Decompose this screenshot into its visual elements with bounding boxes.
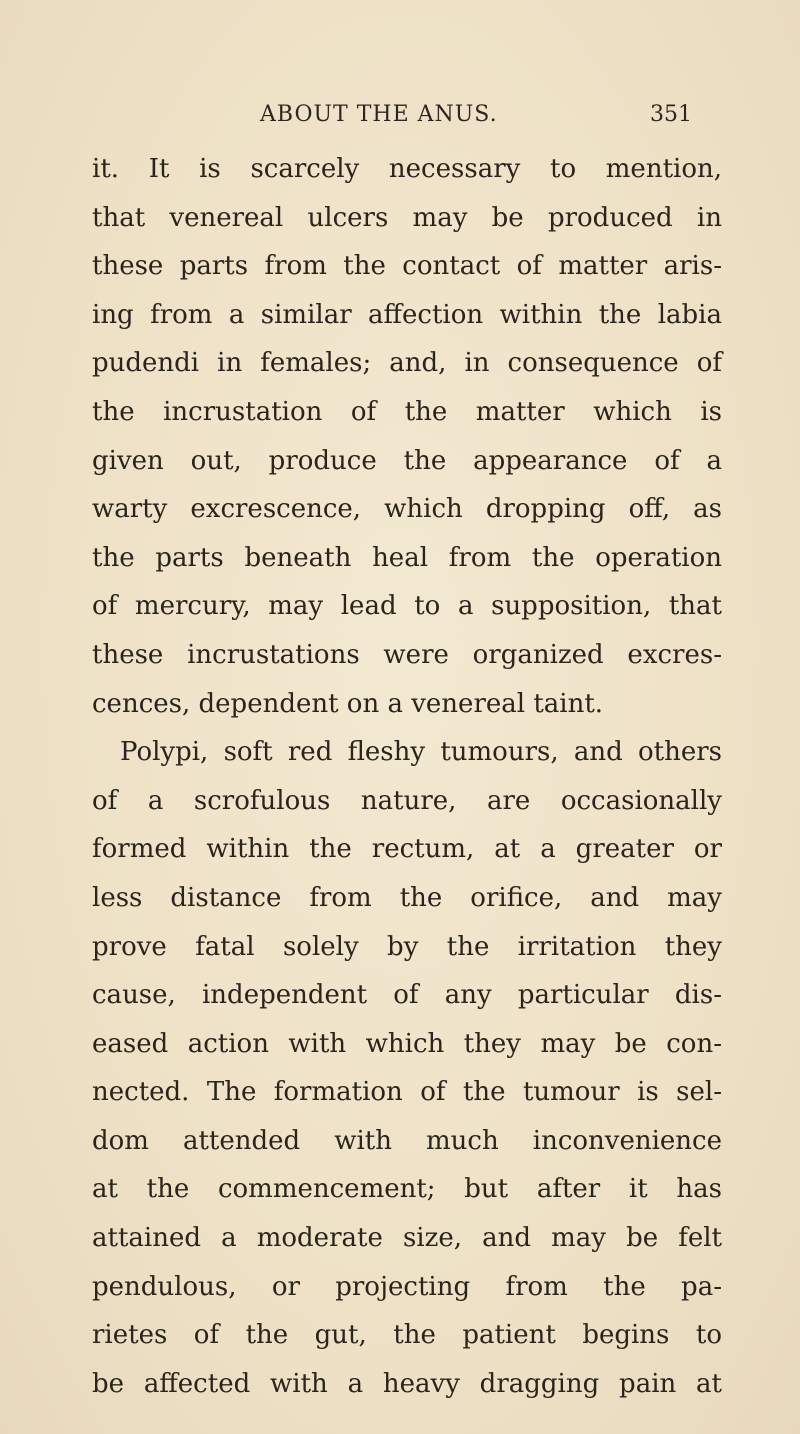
text-line: warty excrescence, which dropping off, as — [92, 494, 722, 525]
text-line: Polypi, soft red fleshy tumours, and others — [120, 737, 722, 768]
text-line: dom attended with much inconvenience — [92, 1125, 722, 1156]
text-line: eased action with which they may be con- — [92, 1028, 722, 1059]
text-line: be affected with a heavy dragging pain at — [92, 1368, 722, 1399]
text-line: of a scrofulous nature, are occasionally — [92, 785, 722, 816]
text-line: the parts beneath heal from the operation — [92, 542, 722, 573]
body-text — [92, 145, 722, 1408]
text-line: these incrustations were organized excres- — [92, 639, 722, 670]
text-line: rietes of the gut, the patient begins to — [92, 1320, 722, 1351]
text-line: attained a moderate size, and may be felt — [92, 1223, 722, 1254]
text-line: cause, independent of any particular dis- — [92, 980, 722, 1011]
text-line: nected. The formation of the tumour is sel- — [92, 1077, 722, 1108]
text-line: cences, dependent on a venereal taint. — [92, 688, 604, 719]
text-line: at the commencement; but after it has — [92, 1174, 722, 1205]
text-line: prove fatal solely by the irritation they — [92, 931, 722, 962]
text-line: pudendi in females; and, in consequence of — [92, 348, 722, 379]
text-line: formed within the rectum, at a greater or — [92, 834, 722, 865]
page-header — [0, 100, 800, 140]
running-title: ABOUT THE ANUS. — [260, 102, 498, 127]
text-line: it. It is scarcely necessary to mention, — [92, 154, 722, 184]
text-line: that venereal ulcers may be produced in — [92, 202, 722, 233]
text-line: pendulous, or projecting from the pa- — [92, 1271, 722, 1302]
text-line: the incrustation of the matter which is — [92, 396, 722, 427]
text-line: given out, produce the appearance of a — [92, 445, 722, 476]
page-number: 351 — [650, 102, 692, 127]
text-line: of mercury, may lead to a supposition, that — [92, 591, 722, 622]
text-line: ing from a similar affection within the labia — [92, 299, 722, 330]
text-line: these parts from the contact of matter aris- — [92, 251, 722, 282]
text-line: less distance from the orifice, and may — [92, 882, 722, 913]
